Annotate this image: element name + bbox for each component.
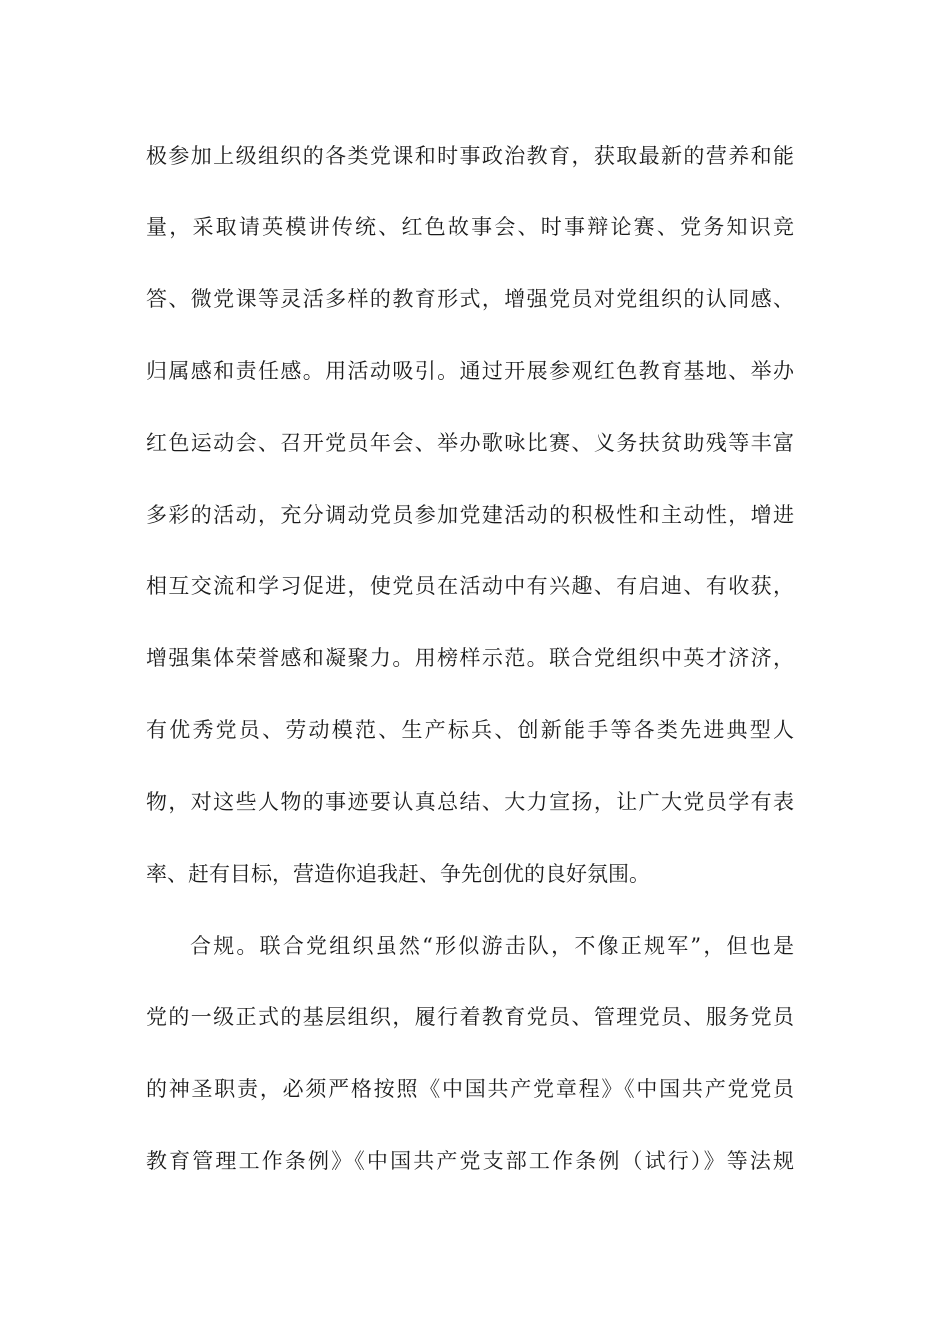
text-line: 红色运动会、召开党员年会、举办歌咏比赛、义务扶贫助残等丰富 [146,431,794,455]
text-line: 答、微党课等灵活多样的教育形式，增强党员对党组织的认同感、 [146,287,794,311]
text-line: 多彩的活动，充分调动党员参加党建活动的积极性和主动性，增进 [146,503,794,527]
text-line: 极参加上级组织的各类党课和时事政治教育，获取最新的营养和能 [146,144,794,168]
text-line: 相互交流和学习促进，使党员在活动中有兴趣、有启迪、有收获， [146,574,794,598]
text-line: 率、赶有目标，营造你追我赶、争先创优的良好氛围。 [146,862,650,886]
text-line: 增强集体荣誉感和凝聚力。用榜样示范。联合党组织中英才济济， [146,646,794,670]
text-line: 物，对这些人物的事迹要认真总结、大力宣扬，让广大党员学有表 [146,790,794,814]
text-line: 的神圣职责，必须严格按照《中国共产党章程》《中国共产党党员 [146,1077,794,1101]
text-line: 党的一级正式的基层组织，履行着教育党员、管理党员、服务党员 [146,1005,794,1029]
text-line: 有优秀党员、劳动模范、生产标兵、创新能手等各类先进典型人 [146,718,794,742]
text-line: 归属感和责任感。用活动吸引。通过开展参观红色教育基地、举办 [146,359,794,383]
text-line: 量，采取请英模讲传统、红色故事会、时事辩论赛、党务知识竞 [146,215,794,239]
paragraph-start-line: 合规。联合党组织虽然“形似游击队，不像正规军”，但也是 [190,934,794,958]
text-line: 教育管理工作条例》《中国共产党支部工作条例（试行）》等法规 [146,1149,794,1173]
